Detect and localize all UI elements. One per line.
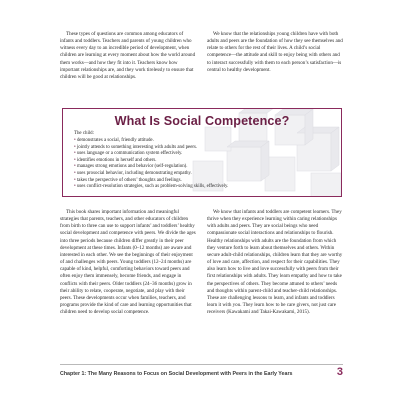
- intro-left-text: These types of questions are common among educators of infants and toddlers. Teachers and parents of young children who witness every day to an incredible period of development, when children are learning at every moment about how the world around them works—and how they fit into it. Teachers know how important relationships are, and they work tirelessly to ensure that children will be good at relationships.: [60, 31, 196, 80]
- intro-paragraph-right: [207, 31, 343, 74]
- intro-right-text: We know that the relationships young children have with both adults and peers are the foundation of how they see themselves and relate to others for the rest of their lives. A child’s social competence—the attitude and skill to enjoy being with others and to interact successfully with them to each person’s satisfaction—is central to healthy development.: [207, 31, 343, 73]
- list-item: • demonstrates a social, friendly attitude.: [74, 138, 336, 145]
- chapter-title: Chapter 1: The Many Reasons to Focus on Social Development with Peers in the Early Years: [60, 371, 293, 377]
- list-item: • uses conflict-resolution strategies, such as problem-solving skills, effectively.: [74, 184, 336, 191]
- list-item: • jointly attends to something interesting with adults and peers.: [74, 145, 336, 152]
- footer-divider: [60, 364, 343, 365]
- page-number: 3: [336, 366, 343, 378]
- page-footer: [60, 368, 343, 380]
- social-competence-box: [62, 108, 342, 197]
- social-competence-list: [74, 138, 336, 191]
- list-item: • uses language or a communication system effectively.: [74, 151, 336, 158]
- list-item: • takes the perspective of others’ thoughts and feelings.: [74, 178, 336, 185]
- body-paragraph-left: [60, 209, 197, 316]
- social-competence-intro: The child:: [74, 131, 94, 136]
- list-item: • identifies emotions in herself and others.: [74, 158, 336, 165]
- body-right-text: We know that infants and toddlers are competent learners. They thrive when they experience learning within caring relationships with adults and peers. They are social beings who need compassionate social interactions and relationships to flourish. Healthy relationships with adults are the foundation from which they venture forth to learn about themselves and others. Within secure adult-child relationships, children learn that they are worthy of love and care, affection, and respect for their capabilities. They also learn how to live and love successfully with peers from their first relationships with adults. They learn empathy and how to take the perspectives of others. They become attuned to others’ needs and thoughts within parent-child and teacher-child relationships. These are challenging lessons to learn, and infants and toddlers learn it with you. They learn how to be care givers, not just care receivers (Kawakami and Takai-Kawakami, 2015).: [207, 209, 343, 316]
- list-item: • manages strong emotions and behavior (self-regulation).: [74, 164, 336, 171]
- social-competence-title: What Is Social Competence?: [114, 114, 290, 128]
- list-item: • uses prosocial behavior, including demonstrating empathy.: [74, 171, 336, 178]
- body-paragraph-right: [207, 209, 343, 316]
- body-left-text: This book shares important information and meaningful strategies that parents, teachers, and other educators of children from birth to three can use to support infants’ and toddlers’ healthy social development and competence with peers. We divide the ages into three periods because children differ greatly in their peer development at these times. Infants (0–12 months) are aware and interested in each other. We see the beginnings of their enjoyment of and challenges with peers. Young toddlers (12–24 months) are capable of kind, helpful, comforting behaviors toward peers and often enjoy them immensely, become friends, and engage in conflicts with their peers. Older toddlers (24–36 months) grow in their ability to relate, cooperate, negotiate, and play with their peers. These developments occur when families, teachers, and programs provide the kind of care and learning opportunities that children need to develop social competence.: [60, 209, 196, 316]
- intro-paragraph-left: [60, 31, 197, 81]
